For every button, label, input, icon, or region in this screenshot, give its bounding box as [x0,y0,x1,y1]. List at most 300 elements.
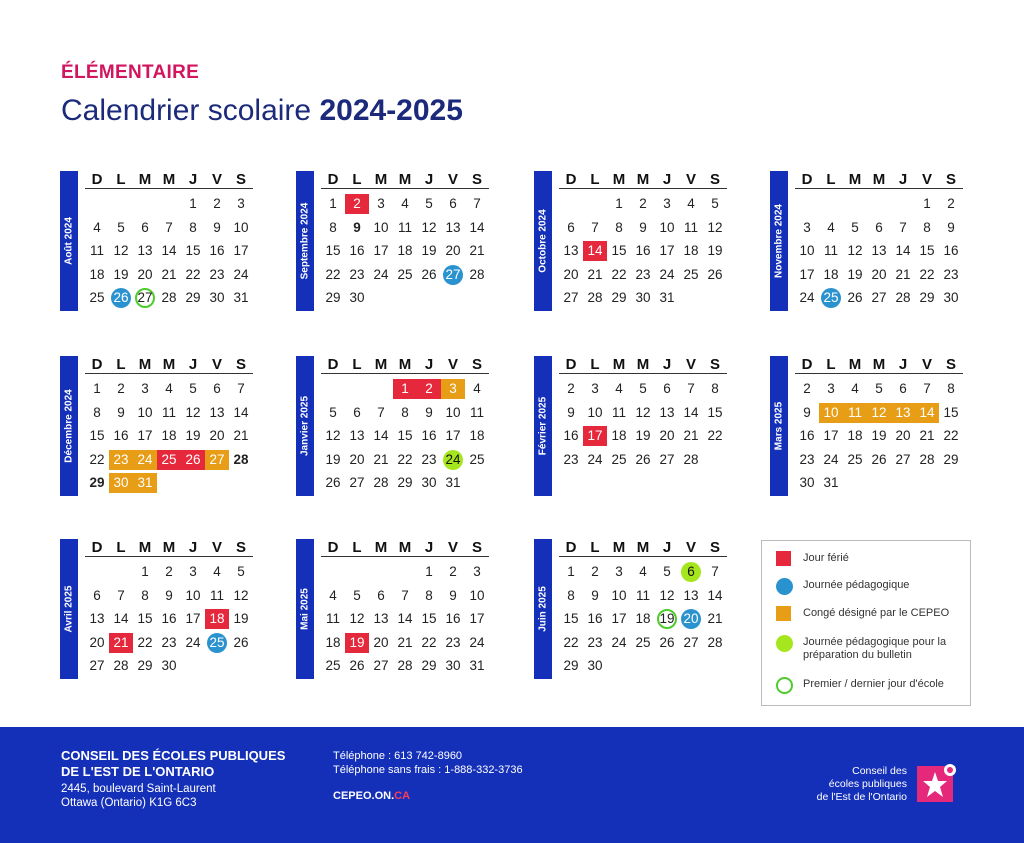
calendar-day: 7 [923,381,931,396]
month-name: Septembre 2024 [299,202,311,280]
calendar-day: 1 [393,379,417,399]
calendar-day: 23 [799,451,815,467]
calendar-day: 31 [233,290,249,305]
weekday-label: M [138,171,152,188]
calendar-day: 5 [329,404,337,420]
month-calendar [534,171,734,315]
month-label-bar [534,356,552,496]
calendar-day: 23 [109,450,133,470]
month-name: Avril 2025 [63,585,75,633]
calendar-day: 19 [345,633,369,653]
calendar-day: 2 [165,564,173,579]
weekday-label: L [590,539,600,556]
calendar-day: 10 [445,404,461,420]
calendar-day: 26 [707,266,723,282]
calendar-day: 12 [635,404,651,420]
month-label-bar [770,356,788,496]
calendar-day: 16 [943,243,959,258]
calendar-day: 28 [161,290,177,305]
calendar-day: 13 [871,243,887,258]
month-calendar [60,539,260,683]
weekday-label: S [709,171,720,188]
calendar-day: 24 [443,450,463,470]
calendar-day: 26 [847,290,863,305]
calendar-day: 13 [89,611,105,626]
calendar-day: 29 [943,451,959,467]
calendar-day: 7 [591,219,599,235]
calendar-day: 29 [563,658,579,673]
calendar-day: 20 [895,428,911,443]
calendar-day: 6 [449,196,457,211]
month-label-bar [534,171,552,311]
phone-block [333,749,523,777]
calendar-day: 7 [401,587,409,603]
calendar-day: 18 [469,428,485,443]
calendar-day: 28 [233,451,249,467]
calendar-day: 2 [639,196,647,211]
calendar-day: 30 [109,473,133,493]
weekday-label: S [471,171,482,188]
legend-label: Journée pédagogique pour la préparation du bulletin [803,636,947,661]
calendar-day: 10 [137,404,153,420]
calendar-day: 12 [325,428,341,443]
calendar-day: 6 [213,381,221,396]
calendar-day: 11 [325,611,340,626]
weekday-label: D [801,356,813,373]
weekday-label: D [565,356,577,373]
calendar-day: 2 [449,564,457,579]
calendar-day: 1 [425,564,433,579]
calendar-day: 22 [185,266,201,282]
calendar-day: 25 [683,266,699,282]
calendar-day: 27 [89,658,105,673]
weekday-label: M [398,356,412,373]
phone-number[interactable]: Téléphone : 613 742-8960 [333,750,463,762]
calendar-day: 13 [683,587,699,603]
calendar-day: 6 [377,587,385,603]
calendar-day: 27 [205,450,229,470]
calendar-day: 24 [373,266,389,282]
calendar-day: 24 [233,266,249,282]
calendar-day: 2 [117,381,125,396]
weekday-label: D [91,171,103,188]
calendar-day: 18 [683,243,699,258]
weekday-label: J [188,171,198,188]
weekday-label: L [352,539,362,556]
calendar-day: 29 [185,290,201,305]
weekday-label: S [709,539,720,556]
calendar-day: 2 [213,196,221,211]
calendar-day: 9 [117,404,125,420]
calendar-day: 10 [819,403,843,423]
calendar-day: 4 [473,381,481,396]
calendar-day: 7 [237,381,245,396]
calendar-day: 28 [919,451,935,467]
org-line: DE L'EST DE L'ONTARIO [61,764,215,779]
calendar-day: 11 [89,243,104,258]
month-calendar [770,171,970,315]
month-label-bar [60,171,78,311]
calendar-day: 17 [659,243,675,258]
calendar-day: 8 [615,219,623,235]
calendar-day: 14 [707,587,723,603]
weekday-label: J [424,539,434,556]
calendar-day: 15 [89,428,105,443]
calendar-day: 23 [445,634,461,650]
calendar-day: 12 [659,587,675,603]
weekday-header [85,539,253,557]
calendar-day: 3 [827,381,835,396]
calendar-day: 9 [591,587,599,603]
calendar-day: 23 [635,266,651,282]
calendar-day: 4 [329,587,337,603]
weekday-header [321,356,489,374]
weekday-header [85,171,253,189]
calendar-day: 14 [915,403,939,423]
calendar-day: 24 [133,450,157,470]
calendar-day: 20 [373,634,389,650]
calendar-day: 8 [401,404,409,420]
weekday-label: D [565,539,577,556]
calendar-day: 17 [823,428,839,443]
weekday-header [321,539,489,557]
calendar-day: 11 [397,219,412,235]
weekday-label: J [898,171,908,188]
month-name: Janvier 2025 [299,395,311,457]
calendar-day: 6 [899,381,907,396]
blue-circle-icon [776,578,793,595]
weekday-label: V [211,539,222,556]
calendar-day: 25 [821,288,841,308]
address-line: 2445, boulevard Saint-Laurent [61,783,216,795]
calendar-day: 11 [843,403,867,423]
month-name: Octobre 2024 [537,209,549,273]
calendar-day: 26 [421,266,437,282]
orange-square-icon [776,606,791,621]
calendar-day: 2 [345,194,369,214]
calendar-day: 18 [823,266,839,282]
toll-free-number[interactable]: Téléphone sans frais : 1-888-332-3736 [333,764,523,776]
weekday-label: M [374,356,388,373]
calendar-day: 22 [707,428,723,443]
calendar-day: 22 [397,451,413,467]
calendar-day: 9 [353,219,361,235]
calendar-day: 9 [803,404,811,420]
calendar-day: 29 [421,658,437,673]
calendar-day: 30 [799,475,815,490]
section-subtitle: ÉLÉMENTAIRE [61,62,200,83]
weekday-label: S [471,356,482,373]
calendar-day: 19 [325,451,341,467]
calendar-day: 27 [135,288,155,308]
calendar-day: 20 [681,609,701,629]
weekday-label: D [91,539,103,556]
calendar-day: 13 [891,403,915,423]
calendar-day: 2 [591,564,599,579]
calendar-day: 27 [373,658,389,673]
weekday-header [85,356,253,374]
weekday-label: M [636,171,650,188]
weekday-label: L [826,356,836,373]
weekday-label: M [162,539,176,556]
calendar-day: 26 [871,451,887,467]
calendar-day: 4 [615,381,623,396]
logo-line: de l'Est de l'Ontario [816,791,907,803]
calendar-day: 16 [799,428,815,443]
calendar-day: 5 [663,564,671,579]
month-label-bar [770,171,788,311]
title-light: Calendrier scolaire [61,94,320,127]
weekday-header [559,539,727,557]
calendar-day: 4 [93,219,101,235]
calendar-day: 6 [567,219,575,235]
calendar-day: 1 [189,196,197,211]
legend-label: Premier / dernier jour d'école [803,678,944,690]
cepeo-logo-icon [917,764,957,804]
calendar-day: 2 [417,379,441,399]
footer [0,727,1024,843]
legend-label: Journée pédagogique [803,579,910,591]
weekday-label: J [188,539,198,556]
calendar-day: 21 [683,428,699,443]
green-ring-icon [776,677,793,694]
calendar-day: 23 [943,266,959,282]
calendar-day: 21 [707,611,723,626]
calendar-day: 9 [449,587,457,603]
calendar-day: 19 [847,266,863,282]
calendar-day: 19 [707,243,723,258]
weekday-label: V [685,539,696,556]
calendar-day: 13 [209,404,225,420]
calendar-day: 27 [895,451,911,467]
calendar-day: 6 [663,381,671,396]
weekday-label: V [685,356,696,373]
calendar-day: 17 [469,611,485,626]
month-name: Mars 2025 [773,401,785,451]
calendar-day: 16 [587,611,603,626]
calendar-day: 31 [469,658,485,673]
calendar-day: 28 [683,451,699,467]
calendar-day: 17 [373,243,389,258]
weekday-label: L [116,356,126,373]
calendar-day: 23 [349,266,365,282]
calendar-day: 24 [611,634,627,650]
calendar-day: 17 [611,611,627,626]
weekday-label: S [235,171,246,188]
calendar-day: 26 [659,634,675,650]
weekday-label: M [138,539,152,556]
calendar-day: 21 [587,266,603,282]
month-calendar [296,539,496,683]
weekday-label: S [471,539,482,556]
calendar-day: 30 [635,290,651,305]
calendar-day: 16 [161,611,177,626]
calendar-day: 1 [329,196,337,211]
weekday-label: L [826,171,836,188]
address-line: Ottawa (Ontario) K1G 6C3 [61,797,197,809]
calendar-day: 20 [563,266,579,282]
calendar-day: 28 [895,290,911,305]
calendar-day: 14 [469,219,485,235]
calendar-day: 14 [233,404,249,420]
month-label-bar [534,539,552,679]
calendar-day: 21 [895,266,911,282]
calendar-day: 4 [827,219,835,235]
calendar-day: 25 [397,266,413,282]
calendar-day: 30 [943,290,959,305]
calendar-day: 1 [141,564,149,579]
weekday-label: M [848,356,862,373]
weekday-label: D [565,171,577,188]
logo-text [817,765,907,804]
calendar-day: 28 [397,658,413,673]
weekday-label: D [91,356,103,373]
weekday-label: M [612,539,626,556]
calendar-day: 8 [567,587,575,603]
weekday-label: S [945,171,956,188]
month-label-bar [296,539,314,679]
weekday-label: S [235,539,246,556]
calendar-day: 26 [635,451,651,467]
calendar-day: 31 [659,290,675,305]
month-name: Novembre 2024 [773,204,785,278]
weekday-label: M [398,539,412,556]
weekday-label: V [685,171,696,188]
weekday-header [559,356,727,374]
calendar-day: 14 [113,611,129,626]
calendar-day: 13 [659,404,675,420]
logo-line: Conseil des [852,765,907,777]
weekday-label: L [116,539,126,556]
calendar-day: 5 [875,381,883,396]
calendar-day: 12 [847,243,863,258]
website-link[interactable] [333,790,410,802]
calendar-day: 19 [185,428,201,443]
calendar-day: 18 [161,428,177,443]
legend [761,540,971,706]
calendar-day: 17 [583,426,607,446]
calendar-day: 12 [349,611,365,626]
calendar-day: 20 [445,243,461,258]
calendar-day: 24 [469,634,485,650]
calendar-day: 12 [113,243,129,258]
calendar-day: 18 [635,611,651,626]
calendar-day: 30 [587,658,603,673]
calendar-day: 10 [799,243,815,258]
calendar-day: 12 [707,219,723,235]
calendar-day: 7 [711,564,719,579]
calendar-day: 20 [89,634,105,650]
calendar-day: 16 [421,428,437,443]
calendar-day: 10 [233,219,249,235]
calendar-day: 21 [397,634,413,650]
calendar-day: 22 [421,634,437,650]
calendar-day: 11 [209,587,224,603]
calendar-day: 10 [185,587,201,603]
calendar-day: 14 [683,404,699,420]
calendar-day: 17 [445,428,461,443]
month-name: Février 2025 [537,396,549,456]
weekday-label: M [636,356,650,373]
calendar-day: 5 [117,219,125,235]
calendar-day: 15 [943,404,959,420]
calendar-day: 10 [611,587,627,603]
calendar-day: 14 [161,243,177,258]
calendar-day: 24 [823,451,839,467]
calendar-day: 14 [397,611,413,626]
calendar-day: 9 [213,219,221,235]
weekday-label: J [424,356,434,373]
calendar-day: 23 [161,634,177,650]
logo-line: écoles publiques [828,778,907,790]
month-calendar [60,171,260,315]
month-label-bar [60,356,78,496]
calendar-day: 17 [799,266,815,282]
calendar-day: 6 [353,404,361,420]
month-name: Juin 2025 [537,586,549,632]
calendar-day: 12 [185,404,201,420]
calendar-day: 2 [947,196,955,211]
calendar-day: 31 [133,473,157,493]
month-calendar [534,356,734,500]
weekday-label: M [374,171,388,188]
weekday-label: M [138,356,152,373]
weekday-label: M [612,356,626,373]
website-main: CEPEO.ON. [333,790,395,802]
calendar-day: 22 [611,266,627,282]
calendar-day: 25 [325,658,341,673]
calendar-day: 3 [237,196,245,211]
calendar-day: 16 [445,611,461,626]
weekday-label: J [662,171,672,188]
weekday-label: V [921,356,932,373]
calendar-day: 3 [441,379,465,399]
calendar-day: 8 [141,587,149,603]
weekday-label: J [662,356,672,373]
month-label-bar [60,539,78,679]
calendar-day: 27 [443,265,463,285]
weekday-label: M [162,171,176,188]
calendar-day: 6 [875,219,883,235]
weekday-label: L [590,356,600,373]
calendar-day: 3 [377,196,385,211]
calendar-day: 25 [635,634,651,650]
calendar-day: 25 [207,633,227,653]
calendar-day: 28 [587,290,603,305]
month-calendar [60,356,260,500]
calendar-day: 19 [657,609,677,629]
calendar-day: 8 [711,381,719,396]
calendar-day: 29 [325,290,341,305]
calendar-day: 8 [923,219,931,235]
calendar-day: 19 [113,266,129,282]
weekday-label: V [211,356,222,373]
weekday-label: S [709,356,720,373]
calendar-day: 30 [349,290,365,305]
calendar-day: 9 [567,404,575,420]
calendar-day: 22 [89,451,105,467]
weekday-label: M [636,539,650,556]
calendar-day: 20 [349,451,365,467]
calendar-day: 9 [947,219,955,235]
calendar-day: 30 [421,475,437,490]
calendar-day: 18 [325,634,341,650]
calendar-day: 1 [923,196,931,211]
calendar-day: 4 [851,381,859,396]
calendar-day: 8 [189,219,197,235]
calendar-day: 15 [137,611,153,626]
weekday-label: S [235,356,246,373]
